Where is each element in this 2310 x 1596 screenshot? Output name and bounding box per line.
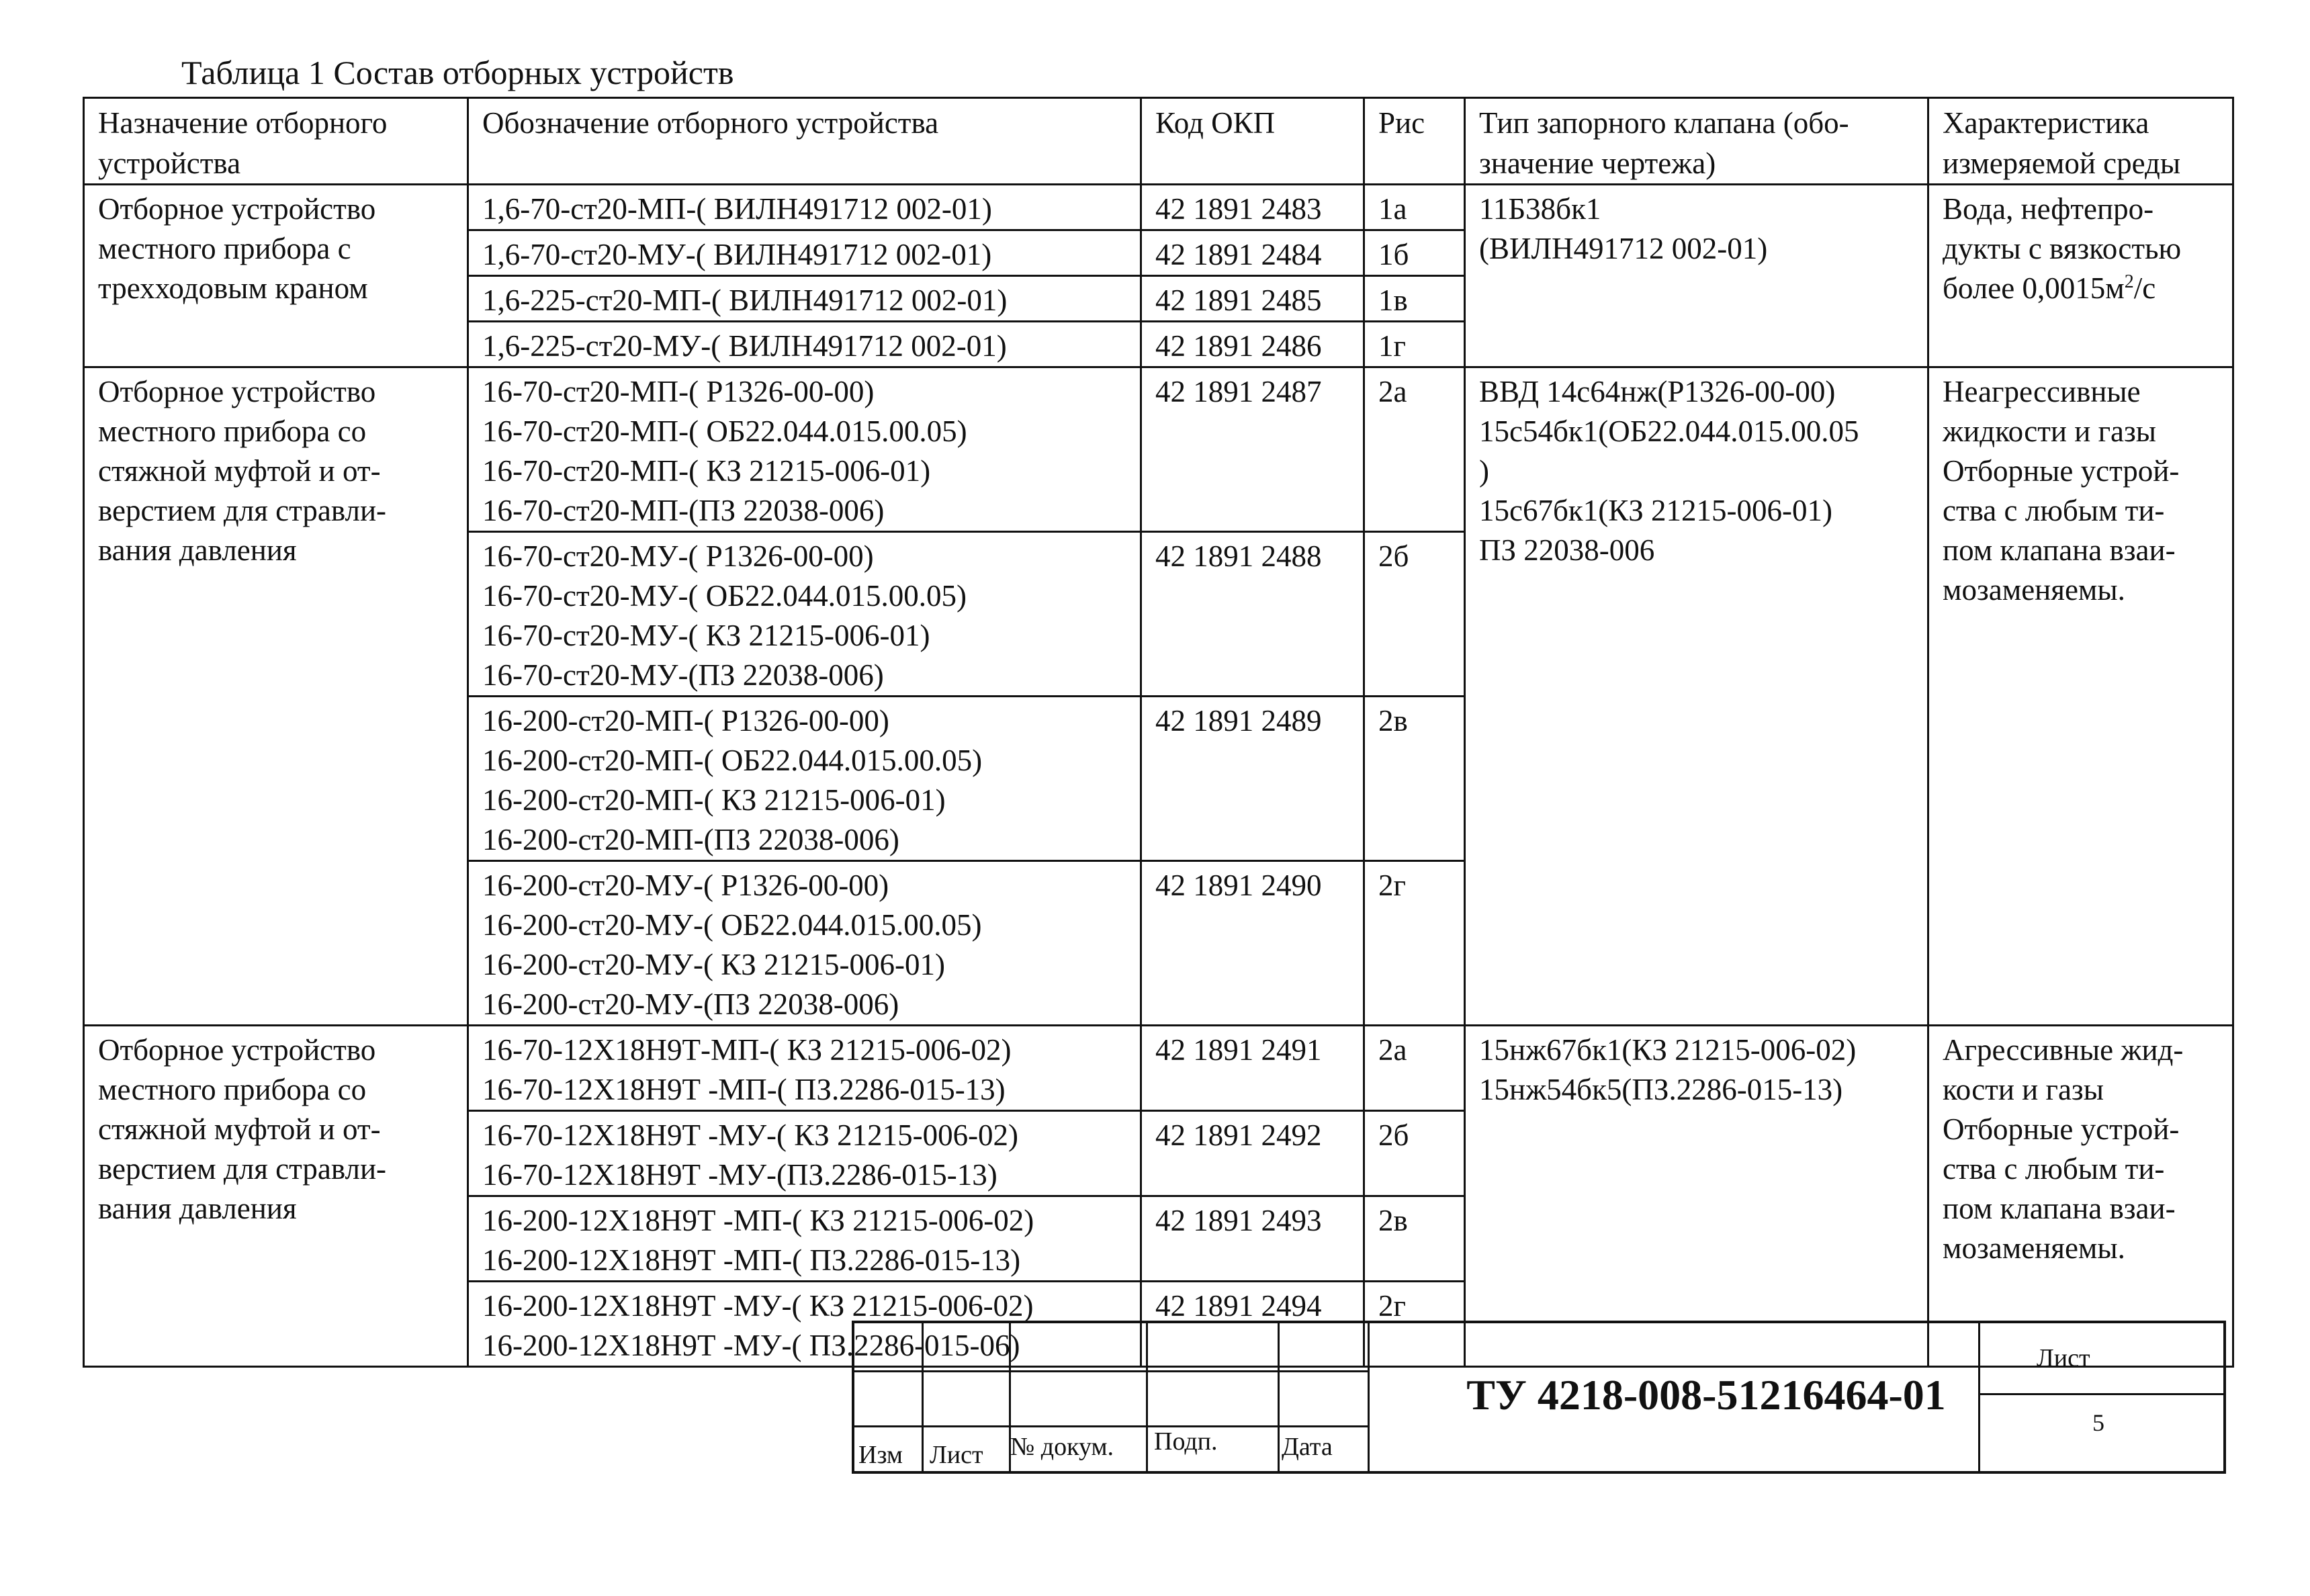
okp-code-cell: 42 1891 2487 [1141,367,1364,532]
figure-cell: 1а [1364,185,1465,230]
figure-cell: 1в [1364,276,1465,322]
medium-cell-line: мозаменяемы. [1943,573,2125,607]
medium-cell-line: ства с любым ти- [1943,494,2165,527]
valve-cell-line: 15с67бк1(КЗ 21215-006-01) [1479,494,1832,527]
valve-cell [1465,185,1928,367]
stamp-label-izm: Изм [858,1441,903,1469]
designation-cell-line: 1,6-225-ст20-МУ-( ВИЛН491712 002-01) [482,329,1007,363]
designation-cell-line: 1,6-70-ст20-МП-( ВИЛН491712 002-01) [482,192,992,226]
designation-cell-line: 16-200-ст20-МП-( КЗ 21215-006-01) [482,783,946,817]
designation-cell-line: 1,6-225-ст20-МП-( ВИЛН491712 002-01) [482,283,1008,317]
figure-cell: 2в [1364,1196,1465,1282]
table-caption: Таблица 1 Состав отборных устройств [181,54,734,91]
valve-cell-line: ) [1479,454,1489,488]
medium-cell: Вода, нефтепро- дукты с вязкостью более $0,0015м^2/с$ [1928,185,2233,367]
medium-cell-line: Отборные устрой- [1943,454,2180,488]
equipment-table [83,97,2234,1368]
medium-cell-line: Неагрессивные [1943,375,2141,408]
okp-code-cell: 42 1891 2488 [1141,532,1364,697]
designation-cell [468,1111,1141,1196]
title-block [852,1321,2226,1474]
designation-cell-line: 16-70-ст20-МП-(ПЗ 22038-006) [482,494,885,527]
okp-code-cell: 42 1891 2486 [1141,322,1364,367]
medium-cell [1928,367,2233,1026]
figure-cell: 1г [1364,322,1465,367]
purpose-cell-line: местного прибора со [98,1073,367,1106]
medium-cell [1928,1026,2233,1367]
valve-cell [1465,367,1928,1026]
designation-cell-line: 16-200-ст20-МП-( ОБ22.044.015.00.05) [482,744,983,777]
designation-cell-line: 16-70-12Х18Н9Т -МУ-(ПЗ.2286-015-13) [482,1158,997,1192]
document-designation: ТУ 4218-008-51216464-01 [1466,1371,1946,1419]
medium-cell-line: ства с любым ти- [1943,1152,2165,1186]
designation-cell-line: 16-70-ст20-МП-( Р1326-00-00) [482,375,875,408]
valve-cell-line: 11Б38бк1 [1479,192,1601,226]
okp-code-cell: 42 1891 2492 [1141,1111,1364,1196]
designation-cell-line: 16-200-ст20-МУ-( ОБ22.044.015.00.05) [482,908,982,942]
medium-cell-line: мозаменяемы. [1943,1231,2125,1265]
okp-code-cell: 42 1891 2489 [1141,697,1364,861]
designation-cell [468,276,1141,322]
medium-cell-line: жидкости и газы [1943,414,2157,448]
okp-code-cell: 42 1891 2491 [1141,1026,1364,1111]
purpose-cell-line: стяжной муфтой и от- [98,1112,381,1146]
designation-cell-line: 16-70-ст20-МУ-( ОБ22.044.015.00.05) [482,579,967,613]
sheet-number: 5 [2092,1409,2104,1436]
purpose-cell-line: вания давления [98,1192,297,1225]
designation-cell-line: 16-200-12Х18Н9Т -МУ-( ПЗ.2286-015-06) [482,1329,1020,1362]
designation-cell-line: 16-200-ст20-МУ-(ПЗ 22038-006) [482,987,899,1021]
header-okp-code: Код ОКП [1141,98,1364,185]
designation-cell [468,1196,1141,1282]
designation-cell [468,1026,1141,1111]
figure-cell: 2б [1364,1111,1465,1196]
figure-cell: 2а [1364,1026,1465,1111]
medium-cell-line: пом клапана взаи- [1943,533,2176,567]
table-header-row [84,98,2233,185]
okp-code-cell: 42 1891 2490 [1141,861,1364,1026]
designation-cell [468,185,1141,230]
designation-cell-line: 16-70-ст20-МУ-( Р1326-00-00) [482,539,874,573]
designation-cell-line: 16-200-12Х18Н9Т -МУ-( КЗ 21215-006-02) [482,1289,1034,1323]
designation-cell-line: 16-200-ст20-МУ-( Р1326-00-00) [482,869,889,902]
purpose-cell [84,1026,468,1367]
designation-cell-line: 16-70-ст20-МУ-(ПЗ 22038-006) [482,658,884,692]
designation-cell [468,861,1141,1026]
figure-cell: 2а [1364,367,1465,532]
figure-cell: 2б [1364,532,1465,697]
designation-cell-line: 16-200-12Х18Н9Т -МП-( КЗ 21215-006-02) [482,1204,1034,1237]
purpose-cell-line: вания давления [98,533,297,567]
header-designation: Обозначение отборного устройства [468,98,1141,185]
okp-code-cell: 42 1891 2494 [1141,1282,1364,1367]
designation-cell-line: 16-70-12Х18Н9Т-МП-( КЗ 21215-006-02) [482,1033,1012,1067]
designation-cell-line: 16-70-ст20-МУ-( КЗ 21215-006-01) [482,619,930,652]
valve-cell-line: ВВД 14с64нж(Р1326-00-00) [1479,375,1836,408]
designation-cell-line: 16-200-12Х18Н9Т -МП-( ПЗ.2286-015-13) [482,1243,1021,1277]
okp-code-cell: 42 1891 2485 [1141,276,1364,322]
valve-cell-line: 15с54бк1(ОБ22.044.015.00.05 [1479,414,1859,448]
purpose-cell-line: местного прибора со [98,414,367,448]
figure-cell: 2г [1364,861,1465,1026]
designation-cell-line: 16-70-12Х18Н9Т -МП-( ПЗ.2286-015-13) [482,1073,1006,1106]
table-body [84,185,2233,1367]
stamp-label-list: Лист [930,1441,983,1469]
designation-cell [468,367,1141,532]
designation-cell [468,697,1141,861]
purpose-cell-line: местного прибора с [98,232,351,265]
designation-cell-line: 16-200-ст20-МП-(ПЗ 22038-006) [482,823,899,856]
designation-cell-line: 16-70-12Х18Н9Т -МУ-( КЗ 21215-006-02) [482,1118,1019,1152]
sheet-label: Лист [2037,1344,2090,1372]
purpose-cell-line: Отборное устройство [98,375,376,408]
okp-code-cell: 42 1891 2493 [1141,1196,1364,1282]
purpose-cell [84,367,468,1026]
medium-cell-line: Отборные устрой- [1943,1112,2180,1146]
figure-cell: 2г [1364,1282,1465,1367]
designation-cell-line: 16-70-ст20-МП-( ОБ22.044.015.00.05) [482,414,967,448]
designation-cell [468,230,1141,276]
table-row [84,1026,2233,1111]
stamp-label-doc-number: № докум. [1010,1433,1114,1461]
valve-cell-line: (ВИЛН491712 002-01) [1479,232,1768,265]
purpose-cell-line: стяжной муфтой и от- [98,454,381,488]
designation-cell-line: 1,6-70-ст20-МУ-( ВИЛН491712 002-01) [482,238,992,271]
medium-cell-line: Агрессивные жид- [1943,1033,2184,1067]
valve-cell-line: 15нж54бк5(ПЗ.2286-015-13) [1479,1073,1843,1106]
purpose-cell-line: Отборное устройство [98,1033,376,1067]
designation-cell-line: 16-70-ст20-МП-( КЗ 21215-006-01) [482,454,931,488]
purpose-cell-line: верстием для стравли- [98,1152,387,1186]
figure-cell: 2в [1364,697,1465,861]
valve-cell [1465,1026,1928,1367]
figure-cell: 1б [1364,230,1465,276]
designation-cell-line: 16-200-ст20-МП-( Р1326-00-00) [482,704,889,738]
okp-code-cell: 42 1891 2484 [1141,230,1364,276]
designation-cell-line: 16-200-ст20-МУ-( КЗ 21215-006-01) [482,948,945,981]
purpose-cell-line: верстием для стравли- [98,494,387,527]
table-row [84,367,2233,532]
medium-cell-line: кости и газы [1943,1073,2104,1106]
header-medium: Характеристика измеряемой среды [1928,98,2233,185]
medium-cell-line: пом клапана взаи- [1943,1192,2176,1225]
designation-cell [468,322,1141,367]
header-purpose: Назначение отборного устройства [84,98,468,185]
purpose-cell [84,185,468,367]
purpose-cell-line: Отборное устройство [98,192,376,226]
header-figure: Рис [1364,98,1465,185]
designation-cell [468,532,1141,697]
valve-cell-line: ПЗ 22038-006 [1479,533,1655,567]
stamp-label-date: Дата [1282,1433,1333,1461]
purpose-cell-line: трехходовым краном [98,271,368,305]
table-row [84,185,2233,230]
stamp-label-signature: Подп. [1154,1427,1218,1456]
okp-code-cell: 42 1891 2483 [1141,185,1364,230]
header-valve-type: Тип запорного клапана (обо-значение чертежа) [1465,98,1928,185]
valve-cell-line: 15нж67бк1(КЗ 21215-006-02) [1479,1033,1857,1067]
